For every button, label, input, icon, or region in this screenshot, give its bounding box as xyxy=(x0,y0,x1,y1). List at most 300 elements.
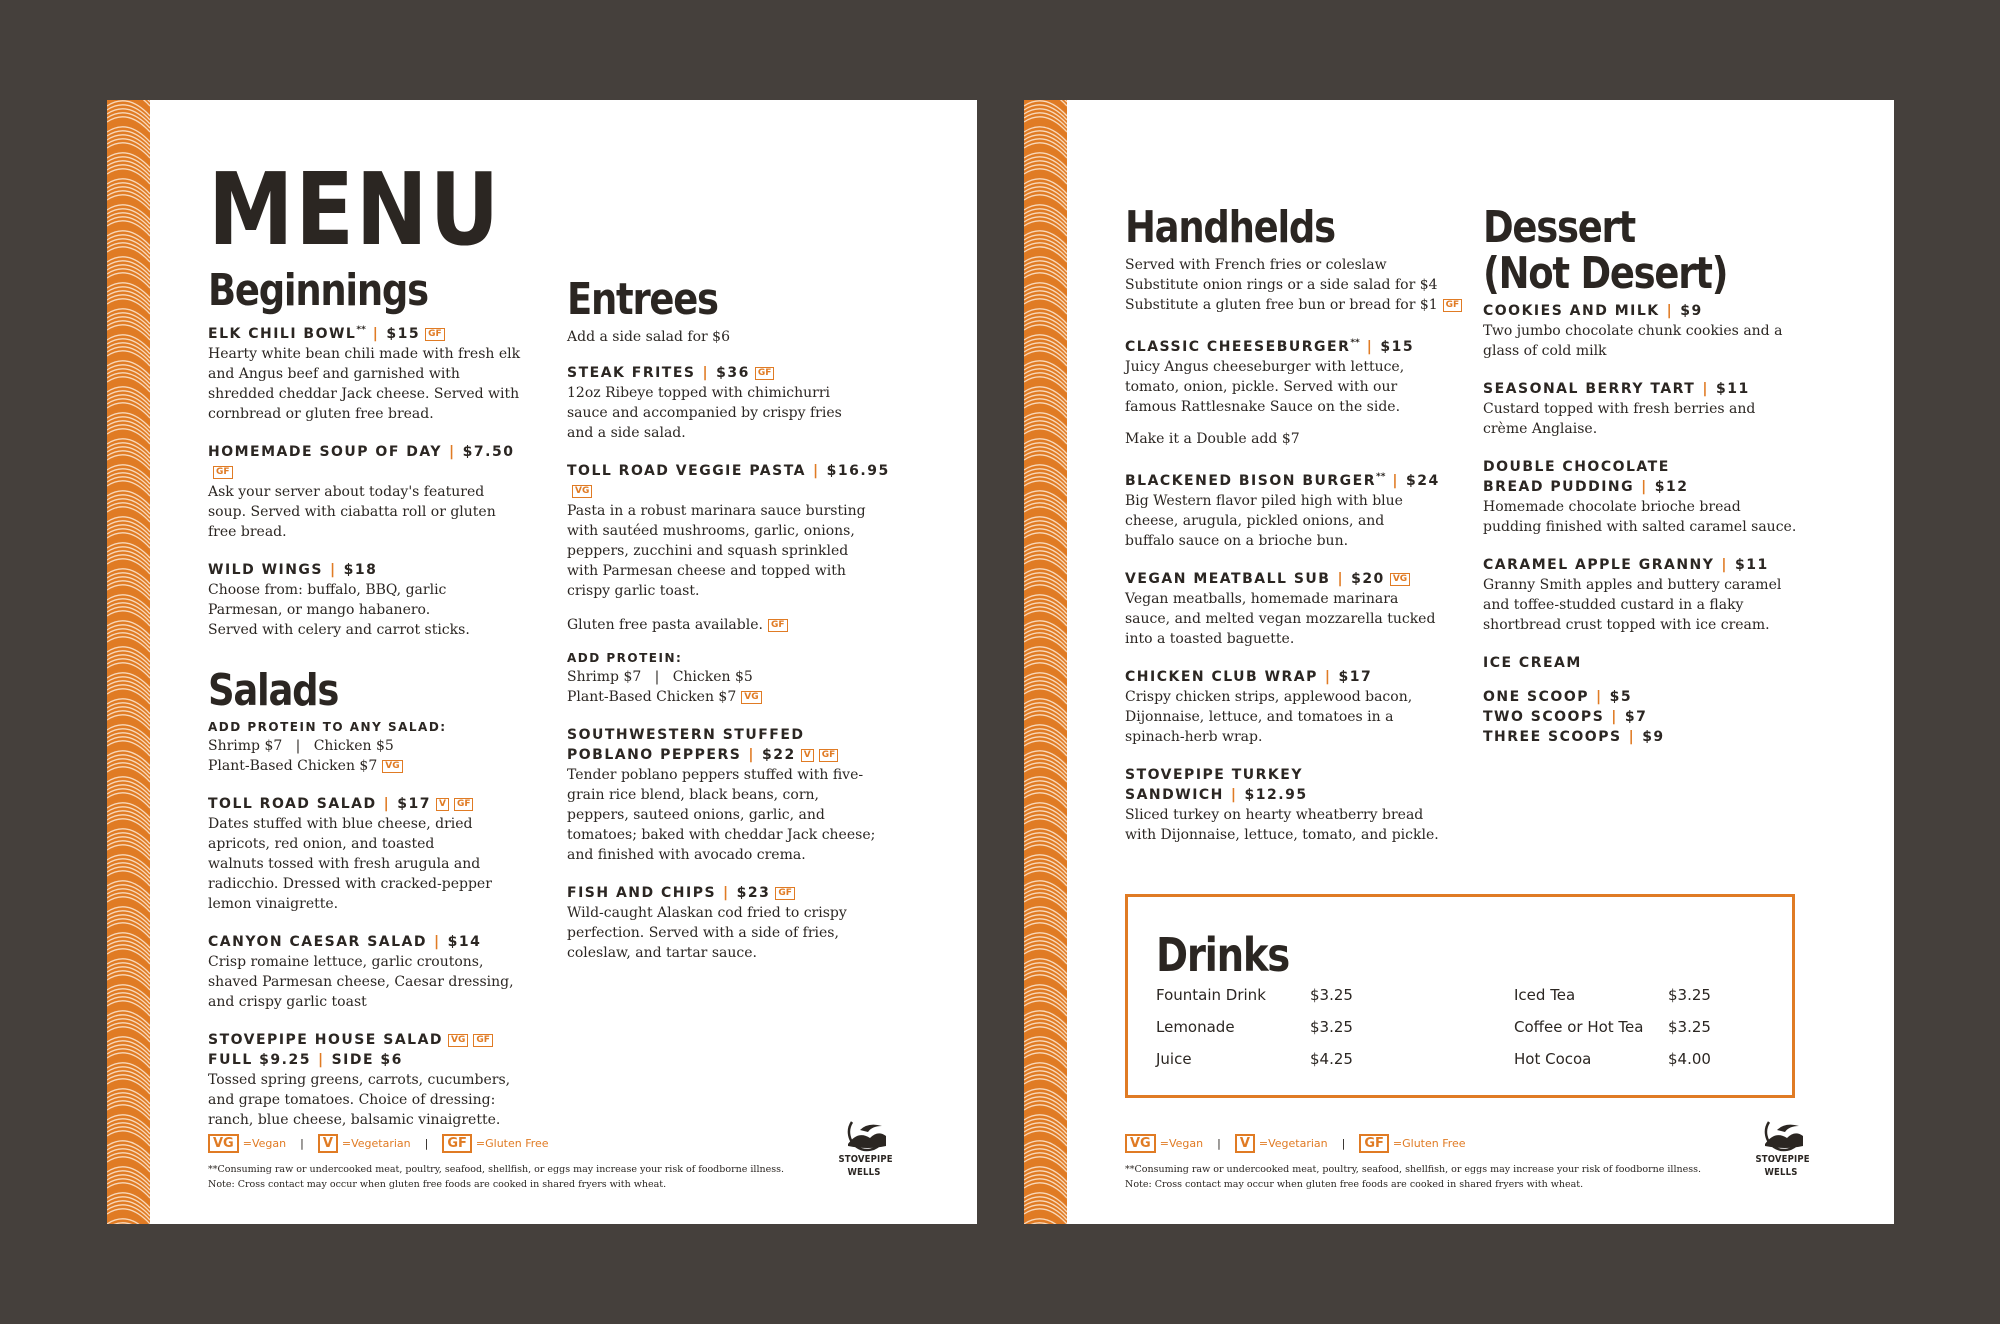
gluten-free-badge: GF xyxy=(425,328,445,341)
cheeseburger-price: $15 xyxy=(1380,339,1415,356)
menu-item xyxy=(208,320,528,424)
house-salad-side-price: SIDE $6 xyxy=(331,1052,403,1069)
dessert-list xyxy=(1483,301,1823,439)
gluten-free-badge: GF xyxy=(454,798,474,811)
item-desc-line: apricots, red onion, and toasted xyxy=(208,836,435,853)
item-desc-line: crème Anglaise. xyxy=(1483,421,1598,438)
dessert-title-line1: Dessert xyxy=(1483,202,1635,253)
item-name: STEAK FRITES xyxy=(567,365,696,382)
drink-price: $3.25 xyxy=(1310,986,1353,1004)
gluten-free-badge: GF xyxy=(1359,1134,1389,1153)
item-price: $17 xyxy=(397,796,431,813)
salads-list xyxy=(208,794,528,1012)
item-desc-line: Granny Smith apples and buttery caramel xyxy=(1483,577,1782,594)
item-name-line xyxy=(1483,379,1823,399)
price-separator: | xyxy=(1666,303,1674,320)
menu-item xyxy=(1483,301,1823,361)
price-separator: | xyxy=(1628,729,1636,746)
item-desc-line: lemon vinaigrette. xyxy=(208,896,339,913)
drinks-left-column xyxy=(1156,985,1386,1081)
price-separator: | xyxy=(330,562,337,579)
turkey-name-line2 xyxy=(1125,785,1470,805)
item-desc-line: tomatoes; baked with cheddar Jack cheese; xyxy=(567,827,876,844)
item-price: $20 xyxy=(1351,571,1385,588)
cheeseburger-item xyxy=(1125,333,1470,449)
item-desc xyxy=(567,501,907,601)
fish-price: $23 xyxy=(736,885,771,902)
poblano-name: POBLANO PEPPERS xyxy=(567,747,742,764)
item-desc-line: glass of cold milk xyxy=(1483,343,1607,360)
item-desc-line: famous Rattlesnake Sauce on the side. xyxy=(1125,399,1401,416)
item-name: CHICKEN CLUB WRAP xyxy=(1125,669,1318,686)
drink-price: $3.25 xyxy=(1668,986,1711,1004)
drinks-right-column xyxy=(1514,985,1744,1081)
ice-cream-price: $5 xyxy=(1609,689,1633,706)
item-desc-line: Tender poblano peppers stuffed with five- xyxy=(567,767,864,784)
item-price: $24 xyxy=(1406,473,1440,490)
item-desc-line: and finished with avocado crema. xyxy=(567,847,806,864)
item-name: ELK CHILI BOWL xyxy=(208,326,357,343)
menu-item xyxy=(208,442,528,542)
menu-item xyxy=(208,932,528,1012)
item-desc-line: crispy garlic toast. xyxy=(567,583,700,600)
price-separator: | xyxy=(723,885,730,902)
menu-item xyxy=(1125,667,1470,747)
item-desc xyxy=(208,344,528,424)
price-separator: | xyxy=(1230,787,1238,804)
house-salad-item xyxy=(208,1030,528,1130)
item-desc-line: and Angus beef and garnished with xyxy=(208,366,460,383)
price-separator: | xyxy=(1324,669,1332,686)
right-column-one xyxy=(1125,202,1470,845)
item-desc-line: tomato, onion, pickle. Served with our xyxy=(1125,379,1398,396)
footnote-line2: Note: Cross contact may occur when gluten free foods are cooked in shared fryers with wheat. xyxy=(1125,1179,1584,1190)
drink-price: $3.25 xyxy=(1310,1018,1353,1036)
poblano-price: $22 xyxy=(761,747,796,764)
item-desc-line: and toffee-studded custard in a flaky xyxy=(1483,597,1744,614)
item-desc-line: 12oz Ribeye topped with chimichurri xyxy=(567,385,831,402)
legend-separator: | xyxy=(424,1137,429,1150)
item-desc-line: free bread. xyxy=(208,524,287,541)
ice-cream-size: ONE SCOOP xyxy=(1483,689,1589,706)
price-separator: | xyxy=(702,365,710,382)
item-desc-line: Parmesan, or mango habanero. xyxy=(208,602,431,619)
item-desc-line: sauce, and melted vegan mozzarella tucked xyxy=(1125,611,1436,628)
ice-cream-row xyxy=(1483,727,1823,747)
ice-cream-row xyxy=(1483,707,1823,727)
item-desc-line: and grape tomatoes. Choice of dressing: xyxy=(208,1092,496,1109)
item-name-line xyxy=(208,794,528,814)
granny-name: CARAMEL APPLE GRANNY xyxy=(1483,557,1715,574)
vegan-badge: VG xyxy=(382,760,402,773)
item-desc xyxy=(208,580,528,640)
house-salad-name-line xyxy=(208,1030,528,1050)
item-desc-line: walnuts tossed with fresh arugula and xyxy=(208,856,481,873)
item-desc-line: with Dijonnaise, lettuce, tomato, and pickle. xyxy=(1125,827,1439,844)
item-desc-line: Served with celery and carrot sticks. xyxy=(208,622,470,639)
handhelds-list xyxy=(1125,467,1470,747)
drink-name: Lemonade xyxy=(1156,1018,1235,1036)
logo-line1: STOVEPIPE xyxy=(1755,1154,1810,1165)
menu-item xyxy=(1125,467,1470,551)
woven-rope-pattern-icon xyxy=(107,100,150,1224)
salad-protein-label: ADD PROTEIN TO ANY SALAD: xyxy=(208,720,447,735)
item-name-line xyxy=(567,363,907,383)
salads-title: Salads xyxy=(208,665,339,717)
item-name-line xyxy=(1125,467,1470,491)
gluten-free-badge: GF xyxy=(775,887,795,900)
item-desc-line: radicchio. Dressed with cracked-pepper xyxy=(208,876,492,893)
item-desc-line: and a side salad. xyxy=(567,425,686,442)
item-name: WILD WINGS xyxy=(208,562,324,579)
item-desc-line: peppers, sauteed onions, garlic, and xyxy=(567,807,825,824)
item-price: $18 xyxy=(343,562,378,579)
cheeseburger-name-line xyxy=(1125,333,1470,357)
turkey-desc xyxy=(1125,805,1470,845)
price-separator: | xyxy=(317,1052,325,1069)
poblano-name-line2 xyxy=(567,745,907,765)
price-separator: | xyxy=(813,463,820,480)
price-separator: | xyxy=(1366,339,1374,356)
legend-separator: | xyxy=(1341,1137,1346,1150)
handhelds-note-2: Substitute onion rings or a side salad for $4 xyxy=(1125,277,1438,294)
dietary-legend xyxy=(208,1134,549,1153)
gf-pasta-text: Gluten free pasta available. xyxy=(567,617,763,634)
right-column-two xyxy=(1483,202,1823,747)
drinks-title: Drinks xyxy=(1156,928,1290,982)
bread-pudding-price: $12 xyxy=(1654,479,1689,496)
drink-row xyxy=(1514,1049,1744,1081)
menu-item xyxy=(1483,379,1823,439)
item-desc xyxy=(1125,491,1470,551)
handhelds-title: Handhelds xyxy=(1125,202,1335,253)
item-desc-line: Hearty white bean chili made with fresh elk xyxy=(208,346,521,363)
price-separator: | xyxy=(1337,571,1345,588)
woven-rope-pattern-icon xyxy=(1024,100,1067,1224)
poblano-name-line1: SOUTHWESTERN STUFFED xyxy=(567,727,805,744)
menu-page-left xyxy=(107,100,977,1224)
granny-item xyxy=(1483,555,1823,635)
vegan-legend-text: =Vegan xyxy=(242,1137,287,1150)
poblano-desc xyxy=(567,765,907,865)
item-price: $7.50 xyxy=(462,444,515,461)
item-name-line xyxy=(1125,569,1470,589)
turkey-price: $12.95 xyxy=(1244,787,1308,804)
price-separator: | xyxy=(372,326,380,343)
item-price: $9 xyxy=(1680,303,1703,320)
item-price: $14 xyxy=(447,934,482,951)
item-name-line xyxy=(1125,667,1470,687)
price-separator: | xyxy=(748,747,755,764)
item-desc-line: soup. Served with ciabatta roll or gluten xyxy=(208,504,496,521)
beginnings-list xyxy=(208,320,528,640)
footnote-line1: **Consuming raw or undercooked meat, poultry, seafood, shellfish, or eggs may increase your risk of foodborne illness. xyxy=(1125,1164,1701,1175)
item-desc-line: coleslaw, and tartar sauce. xyxy=(567,945,757,962)
stovepipe-wells-logo xyxy=(1751,1116,1811,1178)
drink-row xyxy=(1156,1017,1386,1049)
footnote xyxy=(1125,1162,1701,1192)
vegetarian-legend-text: =Vegetarian xyxy=(341,1137,411,1150)
item-desc-line: peppers, zucchini and squash sprinkled xyxy=(567,543,849,560)
granny-price: $11 xyxy=(1735,557,1769,574)
entree-protein-line1: Shrimp $7 | Chicken $5 xyxy=(567,669,753,686)
vegetarian-badge: V xyxy=(1235,1134,1255,1153)
fish-name-line xyxy=(567,883,907,903)
item-desc-line: Big Western flavor piled high with blue xyxy=(1125,493,1403,510)
handhelds-note-1: Served with French fries or coleslaw xyxy=(1125,257,1387,274)
menu-title: MENU xyxy=(208,151,502,268)
drink-row xyxy=(1514,1017,1744,1049)
dessert-title-line2: (Not Desert) xyxy=(1483,248,1728,300)
item-desc-line: and crispy garlic toast xyxy=(208,994,367,1011)
bread-pudding-name-line2 xyxy=(1483,477,1823,497)
item-desc-line: Dates stuffed with blue cheese, dried xyxy=(208,816,473,833)
drink-price: $4.00 xyxy=(1668,1050,1711,1068)
item-desc-line: Sliced turkey on hearty wheatberry bread xyxy=(1125,807,1424,824)
price-separator: | xyxy=(1721,557,1729,574)
bread-pudding-name-line1: DOUBLE CHOCOLATE xyxy=(1483,459,1670,476)
cheeseburger-name: CLASSIC CHEESEBURGER xyxy=(1125,339,1351,356)
item-name-line xyxy=(567,461,907,501)
item-desc-line: buffalo sauce on a brioche bun. xyxy=(1125,533,1349,550)
gluten-free-badge: GF xyxy=(768,619,788,632)
stovepipe-wells-logo xyxy=(834,1116,894,1178)
item-desc-line: perfection. Served with a side of fries, xyxy=(567,925,839,942)
cheeseburger-double: Make it a Double add $7 xyxy=(1125,431,1300,448)
gluten-free-legend-text: =Gluten Free xyxy=(475,1137,549,1150)
ice-cream-list xyxy=(1483,687,1823,747)
item-desc-line: Crispy chicken strips, applewood bacon, xyxy=(1125,689,1413,706)
ice-cream-row xyxy=(1483,687,1823,707)
logo-line1: STOVEPIPE xyxy=(838,1154,893,1165)
hills-and-bird-icon xyxy=(1755,1116,1807,1152)
entrees-list xyxy=(567,363,907,601)
poblano-item xyxy=(567,725,907,865)
footnote xyxy=(208,1162,784,1192)
price-separator: | xyxy=(1611,709,1618,726)
handhelds-note-3 xyxy=(1125,295,1470,315)
bread-pudding-item xyxy=(1483,457,1823,537)
cheeseburger-desc xyxy=(1125,357,1470,417)
gluten-free-badge: GF xyxy=(442,1134,472,1153)
logo-line2: WELLS xyxy=(1764,1167,1798,1178)
item-name: SEASONAL BERRY TART xyxy=(1483,381,1696,398)
item-desc xyxy=(1483,399,1823,439)
item-desc-line: Vegan meatballs, homemade marinara xyxy=(1125,591,1399,608)
vegetarian-badge: V xyxy=(436,798,449,811)
drink-name: Juice xyxy=(1156,1050,1192,1068)
gluten-free-badge: GF xyxy=(819,749,839,762)
vegan-badge: VG xyxy=(572,485,592,498)
drink-row xyxy=(1514,985,1744,1017)
vegan-badge: VG xyxy=(1390,573,1410,586)
item-desc-line: spinach-herb wrap. xyxy=(1125,729,1263,746)
item-desc xyxy=(1125,589,1470,649)
turkey-item xyxy=(1125,765,1470,845)
item-desc-line: Wild-caught Alaskan cod fried to crispy xyxy=(567,905,847,922)
beginnings-title: Beginnings xyxy=(208,265,428,316)
ice-cream-size: TWO SCOOPS xyxy=(1483,709,1605,726)
fish-item xyxy=(567,883,907,963)
left-column-two xyxy=(567,274,907,963)
entree-protein-label: ADD PROTEIN: xyxy=(567,651,683,666)
item-name: HOMEMADE SOUP OF DAY xyxy=(208,444,443,461)
price-separator: | xyxy=(1702,381,1709,398)
drink-price: $4.25 xyxy=(1310,1050,1353,1068)
raw-warning-mark: ** xyxy=(356,325,366,336)
entree-protein-line2 xyxy=(567,687,907,707)
house-salad-price-line xyxy=(208,1050,528,1070)
item-desc-line: cornbread or gluten free bread. xyxy=(208,406,434,423)
fish-name: FISH AND CHIPS xyxy=(567,885,717,902)
gluten-free-legend-text: =Gluten Free xyxy=(1392,1137,1466,1150)
price-separator: | xyxy=(383,796,391,813)
bread-pudding-name: BREAD PUDDING xyxy=(1483,479,1635,496)
item-desc xyxy=(567,383,907,443)
hills-and-bird-icon xyxy=(838,1116,890,1152)
gluten-free-badge: GF xyxy=(213,466,233,479)
item-price: $36 xyxy=(716,365,750,382)
handhelds-note-3-text: Substitute a gluten free bun or bread for $1 xyxy=(1125,297,1438,314)
drink-price: $3.25 xyxy=(1668,1018,1711,1036)
item-desc-line: Dijonnaise, lettuce, and tomatoes in a xyxy=(1125,709,1394,726)
vegetarian-badge: V xyxy=(318,1134,338,1153)
footnote-line1: **Consuming raw or undercooked meat, poultry, seafood, shellfish, or eggs may increase your risk of foodborne illness. xyxy=(208,1164,784,1175)
turkey-name-line1: STOVEPIPE TURKEY xyxy=(1125,767,1303,784)
item-desc-line: Choose from: buffalo, BBQ, garlic xyxy=(208,582,447,599)
house-salad-desc xyxy=(208,1070,528,1130)
item-name: BLACKENED BISON BURGER xyxy=(1125,473,1376,490)
item-name: TOLL ROAD SALAD xyxy=(208,796,377,813)
item-name-line xyxy=(208,932,528,952)
gluten-free-badge: GF xyxy=(755,367,775,380)
gluten-free-badge: GF xyxy=(1443,299,1463,312)
salad-protein-line2-text: Plant-Based Chicken $7 xyxy=(208,758,378,775)
house-salad-full-price: FULL $9.25 xyxy=(208,1052,311,1069)
ice-cream-price: $7 xyxy=(1624,709,1648,726)
granny-desc xyxy=(1483,575,1823,635)
menu-page-right xyxy=(1024,100,1894,1224)
menu-item xyxy=(208,794,528,914)
item-desc-line: Crisp romaine lettuce, garlic croutons, xyxy=(208,954,484,971)
drink-name: Hot Cocoa xyxy=(1514,1050,1592,1068)
bread-pudding-desc xyxy=(1483,497,1823,537)
drink-name: Coffee or Hot Tea xyxy=(1514,1018,1644,1036)
item-price: $16.95 xyxy=(826,463,890,480)
dietary-legend xyxy=(1125,1134,1466,1153)
entrees-title: Entrees xyxy=(567,274,718,325)
item-price: $11 xyxy=(1715,381,1750,398)
gf-pasta-note xyxy=(567,615,907,635)
house-salad-name: STOVEPIPE HOUSE SALAD xyxy=(208,1032,444,1049)
item-desc-line: ranch, blue cheese, balsamic vinaigrette. xyxy=(208,1112,501,1129)
logo-line2: WELLS xyxy=(847,1167,881,1178)
menu-item xyxy=(1125,569,1470,649)
item-desc-line: Homemade chocolate brioche bread xyxy=(1483,499,1741,516)
item-desc-line: Ask your server about today's featured xyxy=(208,484,485,501)
item-desc-line: shaved Parmesan cheese, Caesar dressing, xyxy=(208,974,514,991)
item-desc-line: sauce and accompanied by crispy fries xyxy=(567,405,842,422)
item-desc-line: Juicy Angus cheeseburger with lettuce, xyxy=(1125,359,1405,376)
entree-protein-line2-text: Plant-Based Chicken $7 xyxy=(567,689,737,706)
drink-name: Iced Tea xyxy=(1514,986,1576,1004)
item-desc-line: with Parmesan cheese and topped with xyxy=(567,563,846,580)
item-price: $15 xyxy=(386,326,421,343)
item-desc xyxy=(208,814,528,914)
granny-name-line xyxy=(1483,555,1823,575)
menu-item xyxy=(567,363,907,443)
entrees-note: Add a side salad for $6 xyxy=(567,329,730,346)
item-desc-line: Two jumbo chocolate chunk cookies and a xyxy=(1483,323,1783,340)
salad-protein-line2 xyxy=(208,756,528,776)
item-desc xyxy=(208,482,528,542)
item-desc-line: with sautéed mushrooms, garlic, onions, xyxy=(567,523,855,540)
fish-desc xyxy=(567,903,907,963)
drinks-box xyxy=(1125,894,1795,1098)
item-desc xyxy=(1125,687,1470,747)
item-name-line xyxy=(208,320,528,344)
vegan-legend-text: =Vegan xyxy=(1159,1137,1204,1150)
vegan-badge: VG xyxy=(741,691,761,704)
item-name-line xyxy=(208,560,528,580)
item-name-line xyxy=(208,442,528,482)
item-price: $17 xyxy=(1338,669,1373,686)
gluten-free-badge: GF xyxy=(473,1034,493,1047)
item-name-line xyxy=(1483,301,1823,321)
price-separator: | xyxy=(1641,479,1648,496)
vegan-badge: VG xyxy=(1125,1134,1156,1153)
vegan-badge: VG xyxy=(448,1034,468,1047)
ice-cream-size: THREE SCOOPS xyxy=(1483,729,1622,746)
drink-row xyxy=(1156,985,1386,1017)
raw-warning-mark: ** xyxy=(1376,472,1386,483)
raw-warning-mark: ** xyxy=(1350,338,1360,349)
drink-row xyxy=(1156,1049,1386,1081)
item-desc-line: cheese, arugula, pickled onions, and xyxy=(1125,513,1385,530)
footnote-line2: Note: Cross contact may occur when gluten free foods are cooked in shared fryers with wheat. xyxy=(208,1179,667,1190)
item-desc-line: into a toasted baguette. xyxy=(1125,631,1295,648)
menu-item xyxy=(208,560,528,640)
item-name: TOLL ROAD VEGGIE PASTA xyxy=(567,463,807,480)
ice-cream-title: ICE CREAM xyxy=(1483,655,1582,672)
item-desc-line: Pasta in a robust marinara sauce bursting xyxy=(567,503,866,520)
item-name: COOKIES AND MILK xyxy=(1483,303,1660,320)
turkey-name: SANDWICH xyxy=(1125,787,1224,804)
vegetarian-badge: V xyxy=(801,749,814,762)
price-separator: | xyxy=(434,934,441,951)
price-separator: | xyxy=(449,444,456,461)
item-desc-line: Tossed spring greens, carrots, cucumbers, xyxy=(208,1072,511,1089)
vegan-badge: VG xyxy=(208,1134,239,1153)
item-desc-line: shortbread crust topped with ice cream. xyxy=(1483,617,1770,634)
item-name: CANYON CAESAR SALAD xyxy=(208,934,427,951)
left-column-one xyxy=(208,151,528,1130)
item-desc-line: grain rice blend, black beans, corn, xyxy=(567,787,819,804)
legend-separator: | xyxy=(300,1137,304,1150)
salad-protein-line1: Shrimp $7 | Chicken $5 xyxy=(208,738,394,755)
item-desc-line: pudding finished with salted caramel sauce. xyxy=(1483,519,1797,536)
price-separator: | xyxy=(1392,473,1400,490)
item-desc xyxy=(1483,321,1823,361)
item-desc xyxy=(208,952,528,1012)
legend-separator: | xyxy=(1217,1137,1221,1150)
drink-name: Fountain Drink xyxy=(1156,986,1266,1004)
menu-item xyxy=(567,461,907,601)
item-desc-line: shredded cheddar Jack cheese. Served with xyxy=(208,386,520,403)
item-desc-line: Custard topped with fresh berries and xyxy=(1483,401,1756,418)
ice-cream-price: $9 xyxy=(1642,729,1665,746)
price-separator: | xyxy=(1595,689,1603,706)
